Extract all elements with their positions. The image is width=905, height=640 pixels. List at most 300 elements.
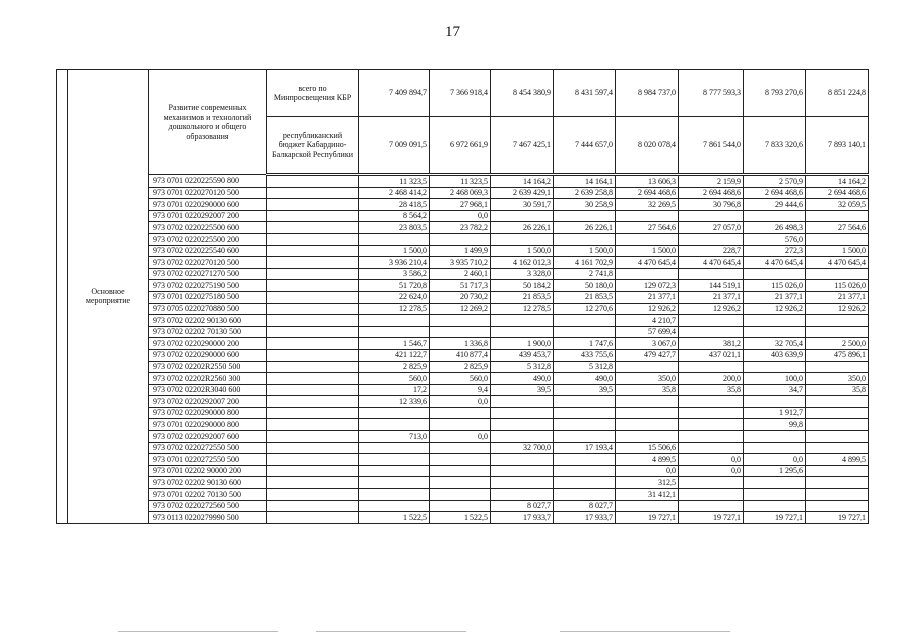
value-cell	[806, 431, 869, 443]
value-cell: 19 727,1	[744, 512, 806, 524]
value-cell	[491, 396, 554, 408]
value-cell	[554, 396, 616, 408]
value-cell: 35,8	[679, 384, 744, 396]
value-cell: 115 026,0	[806, 280, 869, 292]
value-cell: 2 468 414,2	[359, 187, 430, 199]
value-cell: 1 295,6	[744, 465, 806, 477]
value-cell: 2 741,8	[554, 268, 616, 280]
value-cell: 21 377,1	[616, 291, 679, 303]
value-cell: 2 500,0	[806, 338, 869, 350]
value-cell: 1 500,0	[491, 245, 554, 257]
value-cell: 1 912,7	[744, 407, 806, 419]
blank-cell	[267, 419, 359, 431]
value-cell	[806, 500, 869, 512]
value-cell	[491, 477, 554, 489]
budget-code: 973 0702 0220271270 500	[149, 268, 267, 280]
value-cell	[554, 407, 616, 419]
table-row	[57, 442, 869, 454]
value-cell	[430, 442, 491, 454]
value-cell: 115 026,0	[744, 280, 806, 292]
budget-code: 973 0702 02202 70130 500	[149, 326, 267, 338]
footer-rule	[118, 631, 278, 632]
value-cell	[430, 500, 491, 512]
blank-cell	[267, 500, 359, 512]
value-cell: 7 366 918,4	[430, 70, 491, 117]
budget-code: 973 0702 0220290000 800	[149, 407, 267, 419]
value-cell: 272,3	[744, 245, 806, 257]
value-cell: 439 453,7	[491, 349, 554, 361]
value-cell	[491, 454, 554, 466]
value-cell: 27 057,0	[679, 222, 744, 234]
value-cell: 12 926,2	[806, 303, 869, 315]
value-cell: 32 059,5	[806, 199, 869, 211]
value-cell: 4 161 702,9	[554, 257, 616, 269]
value-cell: 57 699,4	[616, 326, 679, 338]
value-cell: 200,0	[679, 373, 744, 385]
value-cell	[616, 431, 679, 443]
value-cell: 17 193,4	[554, 442, 616, 454]
value-cell	[616, 396, 679, 408]
value-cell	[806, 268, 869, 280]
value-cell	[679, 500, 744, 512]
value-cell	[554, 315, 616, 327]
value-cell: 7 467 425,1	[491, 117, 554, 175]
value-cell: 32 700,0	[491, 442, 554, 454]
value-cell	[806, 361, 869, 373]
value-cell	[806, 233, 869, 245]
value-cell: 30 591,7	[491, 199, 554, 211]
value-cell: 99,8	[744, 419, 806, 431]
funding-row-total	[57, 70, 869, 117]
value-cell: 22 624,0	[359, 291, 430, 303]
value-cell	[430, 454, 491, 466]
value-cell: 15 506,6	[616, 442, 679, 454]
value-cell: 14 164,1	[554, 175, 616, 188]
value-cell: 7 009 091,5	[359, 117, 430, 175]
blank-cell	[267, 303, 359, 315]
value-cell: 19 727,1	[679, 512, 744, 524]
value-cell	[491, 407, 554, 419]
value-cell	[679, 407, 744, 419]
value-cell: 7 833 320,6	[744, 117, 806, 175]
value-cell: 713,0	[359, 431, 430, 443]
value-cell: 39,5	[491, 384, 554, 396]
value-cell: 4 470 645,4	[806, 257, 869, 269]
value-cell	[679, 396, 744, 408]
value-cell: 0,0	[744, 454, 806, 466]
value-cell: 21 377,1	[744, 291, 806, 303]
value-cell: 12 269,2	[430, 303, 491, 315]
value-cell: 437 021,1	[679, 349, 744, 361]
value-cell: 21 377,1	[806, 291, 869, 303]
budget-table	[56, 69, 869, 524]
value-cell: 12 926,2	[679, 303, 744, 315]
blank-cell	[267, 489, 359, 501]
table-row	[57, 384, 869, 396]
value-cell: 12 270,6	[554, 303, 616, 315]
table-row	[57, 512, 869, 524]
value-cell: 12 926,2	[616, 303, 679, 315]
table-row	[57, 407, 869, 419]
value-cell	[554, 489, 616, 501]
value-cell: 12 278,5	[491, 303, 554, 315]
blank-cell	[267, 210, 359, 222]
value-cell: 1 900,0	[491, 338, 554, 350]
blank-cell	[267, 187, 359, 199]
value-cell: 350,0	[806, 373, 869, 385]
value-cell: 0,0	[430, 431, 491, 443]
value-cell: 5 312,8	[491, 361, 554, 373]
blank-cell	[267, 338, 359, 350]
mero-label: Основное мероприятие	[68, 70, 149, 524]
value-cell: 4 899,5	[616, 454, 679, 466]
value-cell	[359, 326, 430, 338]
value-cell: 0,0	[430, 210, 491, 222]
value-cell: 12 278,5	[359, 303, 430, 315]
value-cell: 11 323,5	[359, 175, 430, 188]
value-cell	[806, 407, 869, 419]
budget-code: 973 0702 02202R2550 500	[149, 361, 267, 373]
value-cell: 34,7	[744, 384, 806, 396]
value-cell	[679, 210, 744, 222]
value-cell: 100,0	[744, 373, 806, 385]
task-label: Развитие современных механизмов и технологий дошкольного и общего образования	[149, 70, 267, 175]
value-cell	[744, 361, 806, 373]
table-row	[57, 268, 869, 280]
blank-cell	[267, 454, 359, 466]
budget-code: 973 0702 0220225540 600	[149, 245, 267, 257]
table-row	[57, 280, 869, 292]
value-cell: 1 500,0	[806, 245, 869, 257]
value-cell: 9,4	[430, 384, 491, 396]
value-cell	[359, 407, 430, 419]
value-cell: 17 933,7	[491, 512, 554, 524]
value-cell: 1 500,0	[616, 245, 679, 257]
value-cell: 51 720,8	[359, 280, 430, 292]
value-cell	[430, 407, 491, 419]
value-cell: 8 777 593,3	[679, 70, 744, 117]
value-cell: 3 328,0	[491, 268, 554, 280]
table-row	[57, 303, 869, 315]
value-cell: 26 498,3	[744, 222, 806, 234]
value-cell	[806, 489, 869, 501]
value-cell: 2 825,9	[430, 361, 491, 373]
blank-cell	[267, 175, 359, 188]
value-cell	[554, 326, 616, 338]
value-cell	[744, 315, 806, 327]
value-cell: 21 377,1	[679, 291, 744, 303]
value-cell	[554, 210, 616, 222]
value-cell	[359, 465, 430, 477]
budget-code: 973 0701 02202 90000 200	[149, 465, 267, 477]
value-cell	[554, 454, 616, 466]
value-cell: 8 793 270,6	[744, 70, 806, 117]
value-cell: 7 893 140,1	[806, 117, 869, 175]
value-cell	[359, 419, 430, 431]
value-cell: 8 027,7	[554, 500, 616, 512]
table-body	[57, 70, 869, 524]
value-cell: 12 926,2	[744, 303, 806, 315]
value-cell: 50 180,0	[554, 280, 616, 292]
value-cell: 28 418,5	[359, 199, 430, 211]
value-cell: 32 705,4	[744, 338, 806, 350]
value-cell: 0,0	[679, 454, 744, 466]
value-cell: 14 164,2	[806, 175, 869, 188]
value-cell: 4 470 645,4	[616, 257, 679, 269]
value-cell: 560,0	[359, 373, 430, 385]
table-row	[57, 465, 869, 477]
value-cell	[491, 315, 554, 327]
value-cell	[430, 419, 491, 431]
table-row	[57, 349, 869, 361]
value-cell: 23 782,2	[430, 222, 491, 234]
value-cell	[744, 431, 806, 443]
value-cell: 30 796,8	[679, 199, 744, 211]
value-cell: 19 727,1	[616, 512, 679, 524]
value-cell	[744, 500, 806, 512]
value-cell: 8 020 078,4	[616, 117, 679, 175]
value-cell	[554, 465, 616, 477]
value-cell	[359, 489, 430, 501]
budget-code: 973 0702 0220270120 500	[149, 257, 267, 269]
budget-code: 973 0702 0220290000 600	[149, 349, 267, 361]
blank-cell	[267, 268, 359, 280]
blank-cell	[267, 349, 359, 361]
value-cell	[744, 210, 806, 222]
footer-rule	[316, 631, 466, 632]
value-cell	[616, 500, 679, 512]
blank-cell	[267, 442, 359, 454]
value-cell: 7 861 544,0	[679, 117, 744, 175]
budget-code: 973 0702 0220275190 500	[149, 280, 267, 292]
blank-cell	[267, 245, 359, 257]
value-cell: 421 122,7	[359, 349, 430, 361]
value-cell: 4 899,5	[806, 454, 869, 466]
value-cell: 433 755,6	[554, 349, 616, 361]
value-cell: 17 933,7	[554, 512, 616, 524]
table-row	[57, 210, 869, 222]
budget-code: 973 0702 0220225500 200	[149, 233, 267, 245]
value-cell: 490,0	[491, 373, 554, 385]
blank-cell	[267, 384, 359, 396]
value-cell: 410 877,4	[430, 349, 491, 361]
budget-code: 973 0701 0220272550 500	[149, 454, 267, 466]
table-row	[57, 222, 869, 234]
value-cell: 17,2	[359, 384, 430, 396]
value-cell: 479 427,7	[616, 349, 679, 361]
value-cell: 35,8	[616, 384, 679, 396]
table-row	[57, 477, 869, 489]
value-cell: 576,0	[744, 233, 806, 245]
value-cell: 31 412,1	[616, 489, 679, 501]
table-row	[57, 245, 869, 257]
value-cell	[491, 326, 554, 338]
value-cell: 2 694 468,6	[744, 187, 806, 199]
table-row	[57, 361, 869, 373]
value-cell: 7 444 657,0	[554, 117, 616, 175]
value-cell	[359, 454, 430, 466]
value-cell	[430, 477, 491, 489]
value-cell: 3 586,2	[359, 268, 430, 280]
budget-code: 973 0701 0220270120 500	[149, 187, 267, 199]
value-cell: 21 853,5	[491, 291, 554, 303]
table-row	[57, 199, 869, 211]
value-cell: 350,0	[616, 373, 679, 385]
value-cell	[554, 419, 616, 431]
blank-cell	[267, 291, 359, 303]
value-cell	[616, 268, 679, 280]
value-cell: 32 269,5	[616, 199, 679, 211]
value-cell	[744, 268, 806, 280]
value-cell	[806, 419, 869, 431]
value-cell: 35,8	[806, 384, 869, 396]
value-cell	[554, 477, 616, 489]
value-cell: 403 639,9	[744, 349, 806, 361]
value-cell: 8 454 380,9	[491, 70, 554, 117]
value-cell	[616, 419, 679, 431]
footer-rule	[560, 631, 730, 632]
value-cell: 312,5	[616, 477, 679, 489]
value-cell: 228,7	[679, 245, 744, 257]
value-cell: 3 936 210,4	[359, 257, 430, 269]
value-cell	[806, 210, 869, 222]
value-cell	[616, 407, 679, 419]
table-row	[57, 489, 869, 501]
value-cell: 0,0	[679, 465, 744, 477]
budget-code: 973 0701 0220290000 800	[149, 419, 267, 431]
budget-code: 973 0702 02202 90130 600	[149, 477, 267, 489]
value-cell: 144 519,1	[679, 280, 744, 292]
blank-cell	[267, 373, 359, 385]
value-cell: 560,0	[430, 373, 491, 385]
budget-code: 973 0702 0220292007 600	[149, 431, 267, 443]
value-cell	[744, 442, 806, 454]
budget-code: 973 0702 02202R3040 600	[149, 384, 267, 396]
value-cell: 6 972 661,9	[430, 117, 491, 175]
blank-cell	[267, 407, 359, 419]
value-cell	[744, 326, 806, 338]
value-cell: 29 444,6	[744, 199, 806, 211]
value-cell: 4 470 645,4	[679, 257, 744, 269]
value-cell: 11 323,5	[430, 175, 491, 188]
table-row	[57, 233, 869, 245]
table-row	[57, 315, 869, 327]
value-cell: 8 851 224,8	[806, 70, 869, 117]
table-row	[57, 291, 869, 303]
table-row	[57, 396, 869, 408]
value-cell: 20 730,2	[430, 291, 491, 303]
page-number: 17	[445, 24, 460, 40]
budget-code: 973 0702 0220272560 500	[149, 500, 267, 512]
value-cell: 1 336,8	[430, 338, 491, 350]
value-cell	[806, 315, 869, 327]
funding-source: республиканский бюджет Кабардино-Балкарской Республики	[267, 117, 359, 175]
blank-cell	[267, 361, 359, 373]
blank-cell	[267, 315, 359, 327]
value-cell: 2 159,9	[679, 175, 744, 188]
value-cell	[430, 315, 491, 327]
budget-code: 973 0701 0220290000 600	[149, 199, 267, 211]
value-cell	[679, 361, 744, 373]
value-cell	[679, 442, 744, 454]
value-cell	[491, 419, 554, 431]
value-cell	[359, 442, 430, 454]
value-cell: 1 522,5	[359, 512, 430, 524]
budget-code: 973 0701 0220292007 200	[149, 210, 267, 222]
value-cell: 490,0	[554, 373, 616, 385]
blank-cell	[267, 280, 359, 292]
value-cell: 2 570,9	[744, 175, 806, 188]
value-cell	[491, 465, 554, 477]
value-cell: 8 431 597,4	[554, 70, 616, 117]
value-cell: 1 546,7	[359, 338, 430, 350]
budget-code: 973 0702 02202R2560 300	[149, 373, 267, 385]
blank-cell	[267, 512, 359, 524]
blank-cell	[267, 396, 359, 408]
budget-code: 973 0702 0220292007 200	[149, 396, 267, 408]
value-cell	[679, 477, 744, 489]
value-cell	[554, 233, 616, 245]
value-cell	[616, 210, 679, 222]
budget-code: 973 0701 0220275180 500	[149, 291, 267, 303]
value-cell: 26 226,1	[491, 222, 554, 234]
blank-cell	[267, 477, 359, 489]
table-row	[57, 187, 869, 199]
value-cell: 14 164,2	[491, 175, 554, 188]
table-row	[57, 175, 869, 188]
budget-code: 973 0701 0220225590 800	[149, 175, 267, 188]
table-row	[57, 373, 869, 385]
value-cell	[491, 233, 554, 245]
value-cell	[554, 431, 616, 443]
value-cell	[744, 477, 806, 489]
blank-cell	[267, 199, 359, 211]
value-cell	[806, 477, 869, 489]
value-cell: 0,0	[430, 396, 491, 408]
blank-cell	[267, 257, 359, 269]
budget-code: 973 0702 0220272550 500	[149, 442, 267, 454]
value-cell: 2 825,9	[359, 361, 430, 373]
blank-cell	[267, 233, 359, 245]
value-cell: 13 606,3	[616, 175, 679, 188]
blank-cell	[267, 431, 359, 443]
budget-code: 973 0702 02202 90130 600	[149, 315, 267, 327]
value-cell: 381,2	[679, 338, 744, 350]
value-cell	[491, 210, 554, 222]
value-cell: 2 694 468,6	[616, 187, 679, 199]
table-row	[57, 500, 869, 512]
budget-code: 973 0702 0220290000 200	[149, 338, 267, 350]
value-cell: 8 984 737,0	[616, 70, 679, 117]
value-cell: 2 694 468,6	[679, 187, 744, 199]
blank-cell	[267, 465, 359, 477]
value-cell	[359, 233, 430, 245]
value-cell: 30 258,9	[554, 199, 616, 211]
table-row	[57, 454, 869, 466]
value-cell: 1 500,0	[359, 245, 430, 257]
value-cell: 19 727,1	[806, 512, 869, 524]
value-cell: 51 717,3	[430, 280, 491, 292]
value-cell: 12 339,6	[359, 396, 430, 408]
value-cell: 0,0	[616, 465, 679, 477]
value-cell: 26 226,1	[554, 222, 616, 234]
value-cell: 23 803,5	[359, 222, 430, 234]
value-cell	[679, 419, 744, 431]
value-cell	[359, 315, 430, 327]
value-cell	[359, 477, 430, 489]
value-cell	[679, 326, 744, 338]
value-cell: 3 935 710,2	[430, 257, 491, 269]
